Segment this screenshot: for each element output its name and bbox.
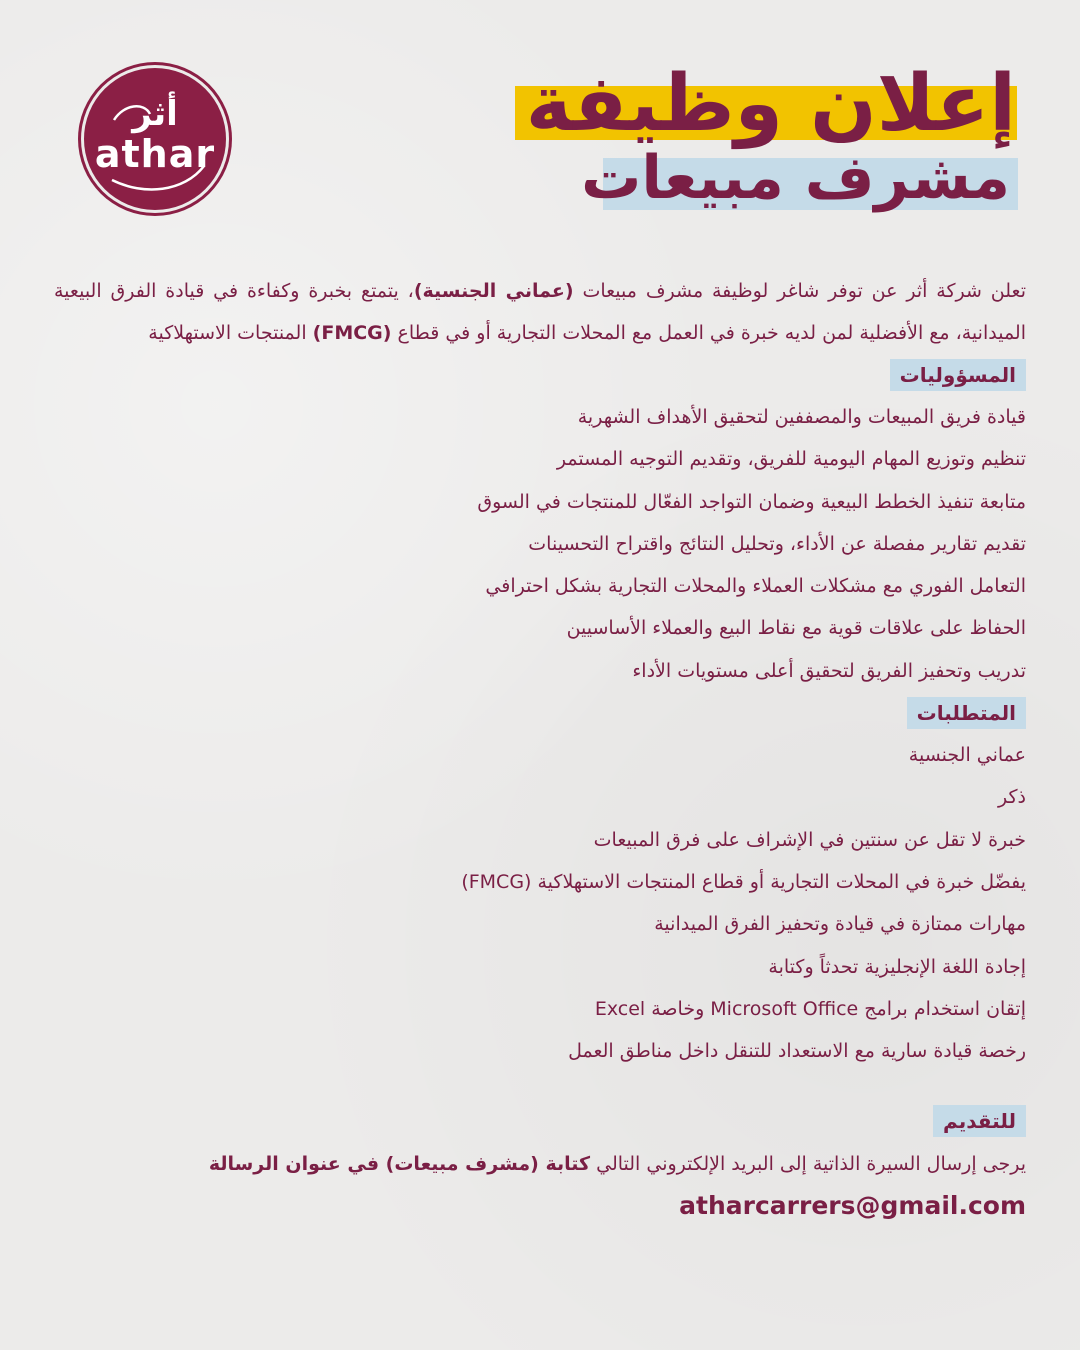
list-item: الحفاظ على علاقات قوية مع نقاط البيع والعملاء الأساسيين [566,617,1026,640]
list-item: مهارات ممتازة في قيادة وتحفيز الفرق الميدانية [654,913,1026,936]
list-item: رخصة قيادة سارية مع الاستعداد للتنقل داخل مناطق العمل [568,1040,1026,1063]
list-item: ذكر [998,786,1026,809]
apply-text: يرجى إرسال السيرة الذاتية إلى البريد الإلكتروني التالي [590,1153,1026,1176]
list-item: إتقان استخدام برامج Microsoft Office وخاصة Excel [594,997,1026,1020]
intro-text-3: المنتجات الاستهلاكية [148,322,313,344]
intro-paragraph [54,270,1026,354]
list-item: قيادة فريق المبيعات والمصففين لتحقيق الأهداف الشهرية [577,406,1026,428]
list-item: عماني الجنسية [908,744,1026,767]
apply-section [54,1100,1026,1226]
athar-logo [84,68,226,210]
list-item: تنظيم وتوزيع المهام اليومية للفريق، وتقديم التوجيه المستمر [556,448,1026,471]
announcement-body [54,270,1026,1226]
apply-instructions [54,1142,1026,1186]
requirements-heading: المتطلبات [907,697,1026,729]
logo-latin-text: athar [94,132,216,176]
requirements-list [54,734,1026,1072]
page-title: إعلان وظيفة [525,59,1016,149]
job-title: مشرف مبيعات [581,143,1010,213]
responsibilities-list [54,396,1026,692]
list-item: يفضّل خبرة في المحلات التجارية أو قطاع المنتجات الاستهلاكية (FMCG) [461,870,1026,893]
intro-text-2: ، يتمتع بخبرة وكفاءة في قيادة الفرق البيعية الميدانية، مع الأفضلية لمن لديه خبرة في العمل مع المحلات التجارية أو في قطاع [54,280,1026,344]
intro-nationality: (عماني الجنسية) [413,280,574,302]
list-item: التعامل الفوري مع مشكلات العملاء والمحلات التجارية بشكل احترافي [485,575,1026,598]
logo-arabic-text: أثر [132,94,178,134]
list-item: إجادة اللغة الإنجليزية تحدثاً وكتابة [768,955,1026,978]
responsibilities-heading: المسؤوليات [890,359,1026,391]
email-address[interactable]: atharcarrers@gmail.com [679,1191,1026,1221]
intro-fmcg: (FMCG) [312,322,392,344]
list-item: خبرة لا تقل عن سنتين في الإشراف على فرق المبيعات [593,828,1026,851]
intro-text-1: تعلن شركة أثر عن توفر شاغر لوظيفة مشرف مبيعات [573,280,1027,302]
apply-subject-note: كتابة (مشرف مبيعات) في عنوان الرسالة [208,1153,591,1176]
apply-heading: للتقديم [933,1105,1026,1137]
list-item: تدريب وتحفيز الفريق لتحقيق أعلى مستويات الأداء [632,659,1026,682]
list-item: تقديم تقارير مفصلة عن الأداء، وتحليل النتائج واقتراح التحسينات [528,532,1026,555]
list-item: متابعة تنفيذ الخطط البيعية وضمان التواجد الفعّال للمنتجات في السوق [477,490,1026,513]
